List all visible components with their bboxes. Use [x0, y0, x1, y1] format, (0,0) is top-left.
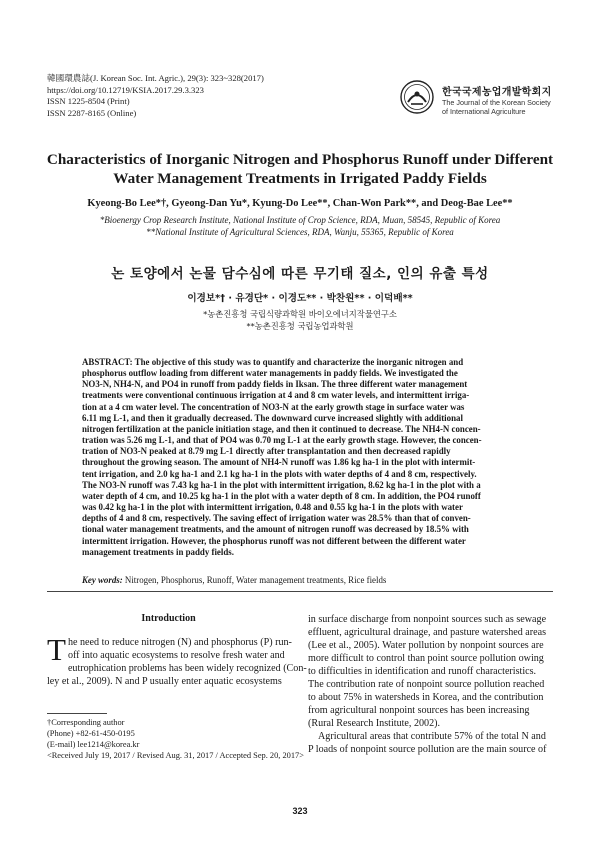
abstract-line: was 0.42 kg ha-1 in the plot with intermittent irrigation, 0.48 and 0.55 kg ha-1 in the plots with water — [82, 502, 463, 513]
received-dates: <Received July 19, 2017 / Revised Aug. 31, 2017 / Accepted Sep. 20, 2017> — [47, 751, 304, 760]
keywords-label: Key words: — [82, 575, 123, 585]
doi-link[interactable]: https://doi.org/10.12719/KSIA.2017.29.3.323 — [47, 84, 204, 95]
body-line: eutrophication problems has been widely recognized (Con- — [67, 663, 307, 675]
body-line: (Lee et al., 2005). Water pollution by nonpoint sources are — [308, 640, 544, 652]
abstract-line: tration of NO3-N peaked at 8.79 mg L-1 directly after transplantation and then decreased rapidly — [82, 446, 451, 457]
abstract-line: 6.11 mg L-1, and then it gradually decreased. The downward curve increased slightly with additional — [82, 412, 463, 423]
abstract-line: treatments were conventional continuous irrigation at 4 and 8 cm water levels, and intermittent irriga- — [82, 390, 470, 401]
intro-paragraph-right — [308, 613, 553, 757]
left-column — [47, 613, 307, 688]
corresponding-author: †Corresponding author — [47, 718, 125, 727]
issn-print: ISSN 1225-8504 (Print) — [47, 96, 130, 106]
body-line: P loads of nonpoint source pollution are the main source of — [308, 744, 547, 756]
title-line-1: Characteristics of Inorganic Nitrogen and Phosphorus Runoff under Different — [46, 151, 554, 168]
body-line: effluent, agricultural drainage, and pasture watershed areas — [308, 627, 547, 639]
body-line: off into aquatic ecosystems to resolve fresh water and — [67, 650, 285, 662]
body-line: The contribution rate of nonpoint source pollution reached — [308, 679, 545, 691]
journal-meta — [47, 73, 264, 119]
body-line: Agricultural areas that contribute 57% of the total N and — [318, 731, 546, 743]
section-heading-introduction: Introduction — [141, 613, 196, 624]
abstract-line: tration was 5.26 mg L-1, and that of PO4 was 0.70 mg L-1 at the early growth stage. However, the concen- — [82, 435, 482, 446]
author-phone: (Phone) +82-61-450-0195 — [47, 729, 135, 738]
abstract-line: tional water management treatments, and the amount of nitrogen runoff was decreased by 18.5% with — [82, 524, 469, 535]
keywords — [82, 575, 518, 585]
title-line-2: Water Management Treatments in Irrigated Paddy Fields — [113, 170, 487, 187]
abstract-line: water depth of 4 cm, and 10.25 kg ha-1 in the plot with a water depth of 8 cm. In addition, the PO4 runoff — [82, 490, 481, 501]
society-name-en-2: of International Agriculture — [442, 107, 526, 116]
page-number: 323 — [292, 806, 308, 816]
society-logo — [400, 80, 560, 120]
affiliation-2: **National Institute of Agricultural Sciences, RDA, Wanju, 55365, Republic of Korea — [146, 227, 454, 237]
affiliation-1: *Bioenergy Crop Research Institute, National Institute of Crop Science, RDA, Muan, 58545, Republic of Korea — [99, 215, 501, 225]
abstract — [82, 357, 518, 558]
body-line: to about 75% in watersheds in Korea, and the contribution — [308, 692, 544, 704]
right-column — [308, 613, 553, 757]
body-line: (Rural Research Institute, 2002). — [308, 718, 441, 730]
body-line: he need to reduce nitrogen (N) and phosphorus (P) run- — [67, 637, 292, 648]
abstract-line: throughout the growing season. The amount of NH4-N runoff was 1.86 kg ha-1 in the plot with intermit- — [82, 457, 476, 468]
abstract-line: tion at a 4 cm water level. The concentration of NO3-N at the early growth stage in surface water was — [82, 401, 465, 412]
abstract-line: management treatments in paddy fields. — [82, 546, 234, 557]
keywords-text: Nitrogen, Phosphorus, Runoff, Water management treatments, Rice fields — [124, 575, 387, 585]
society-name-ko: 한국국제농업개발학회지 — [442, 87, 552, 98]
abstract-line: NO3-N, NH4-N, and PO4 in runoff from paddy fields in Iksan. The three different water management — [82, 379, 468, 390]
body-line: from agricultural nonpoint sources has been increasing — [308, 705, 530, 717]
footnote — [47, 717, 304, 761]
article-title — [40, 150, 560, 188]
abstract-line: tent irrigation, and 2.0 kg ha-1 and 2.1 kg ha-1 in the plots with water depths of 4 and 8 cm, respectively. — [82, 468, 477, 479]
issn-online: ISSN 2287-8165 (Online) — [47, 107, 137, 118]
korean-affiliation-1: *농촌진흥청 국립식량과학원 바이오에너지작물연구소 — [203, 309, 397, 319]
author-list: Kyeong-Bo Lee*†, Gyeong-Dan Yu*, Kyung-Do Lee**, Chan-Won Park**, and Deog-Bae Lee** — [87, 198, 513, 209]
abstract-line: depths of 4 and 8 cm, respectively. The saving effect of irrigation water was 28.5% than that of conven- — [82, 513, 471, 524]
intro-paragraph-left — [47, 632, 307, 688]
body-line: to difficulties in identification and runoff characteristics. — [308, 666, 537, 678]
korean-author-list: 이경보*† · 유경단* · 이경도** · 박찬원** · 이덕배** — [187, 293, 413, 304]
journal-citation: 韓國環農誌(J. Korean Soc. Int. Agric.), 29(3): 323~328(2017) — [47, 73, 264, 83]
body-line: ley et al., 2009). N and P usually enter aquatic ecosystems — [47, 676, 282, 688]
drop-cap: T — [47, 632, 66, 667]
section-divider — [47, 591, 553, 592]
korean-affiliation-2: **농촌진흥청 국립농업과학원 — [246, 321, 354, 331]
abstract-line: ABSTRACT: The objective of this study was to quantify and characterize the inorganic nitrogen and — [82, 357, 464, 367]
footnote-divider — [47, 713, 107, 714]
abstract-line: nitrogen fertilization at the panicle initiation stage, and then it continued to decrease. The NH4-N concen- — [82, 423, 481, 434]
abstract-line: intermittent irrigation. However, the phosphorus runoff was not different between the different water — [82, 535, 466, 546]
society-name-en-1: The Journal of the Korean Society — [442, 98, 551, 107]
body-line: in surface discharge from nonpoint sources such as sewage — [308, 614, 547, 625]
abstract-line: The NO3-N runoff was 7.43 kg ha-1 in the plot with intermittent irrigation, 8.62 kg ha-1 in the plot with a — [82, 479, 481, 490]
korean-title: 논 토양에서 논물 담수심에 따른 무기태 질소, 인의 유출 특성 — [111, 266, 489, 282]
abstract-line: phosphorus outflow loading from different water managements in paddy fields. We investigated the — [82, 368, 458, 379]
author-email[interactable]: (E-mail) lee1214@korea.kr — [47, 740, 140, 749]
society-emblem-icon — [400, 80, 434, 114]
body-line: more difficult to control than point source pollution owing — [308, 653, 544, 665]
